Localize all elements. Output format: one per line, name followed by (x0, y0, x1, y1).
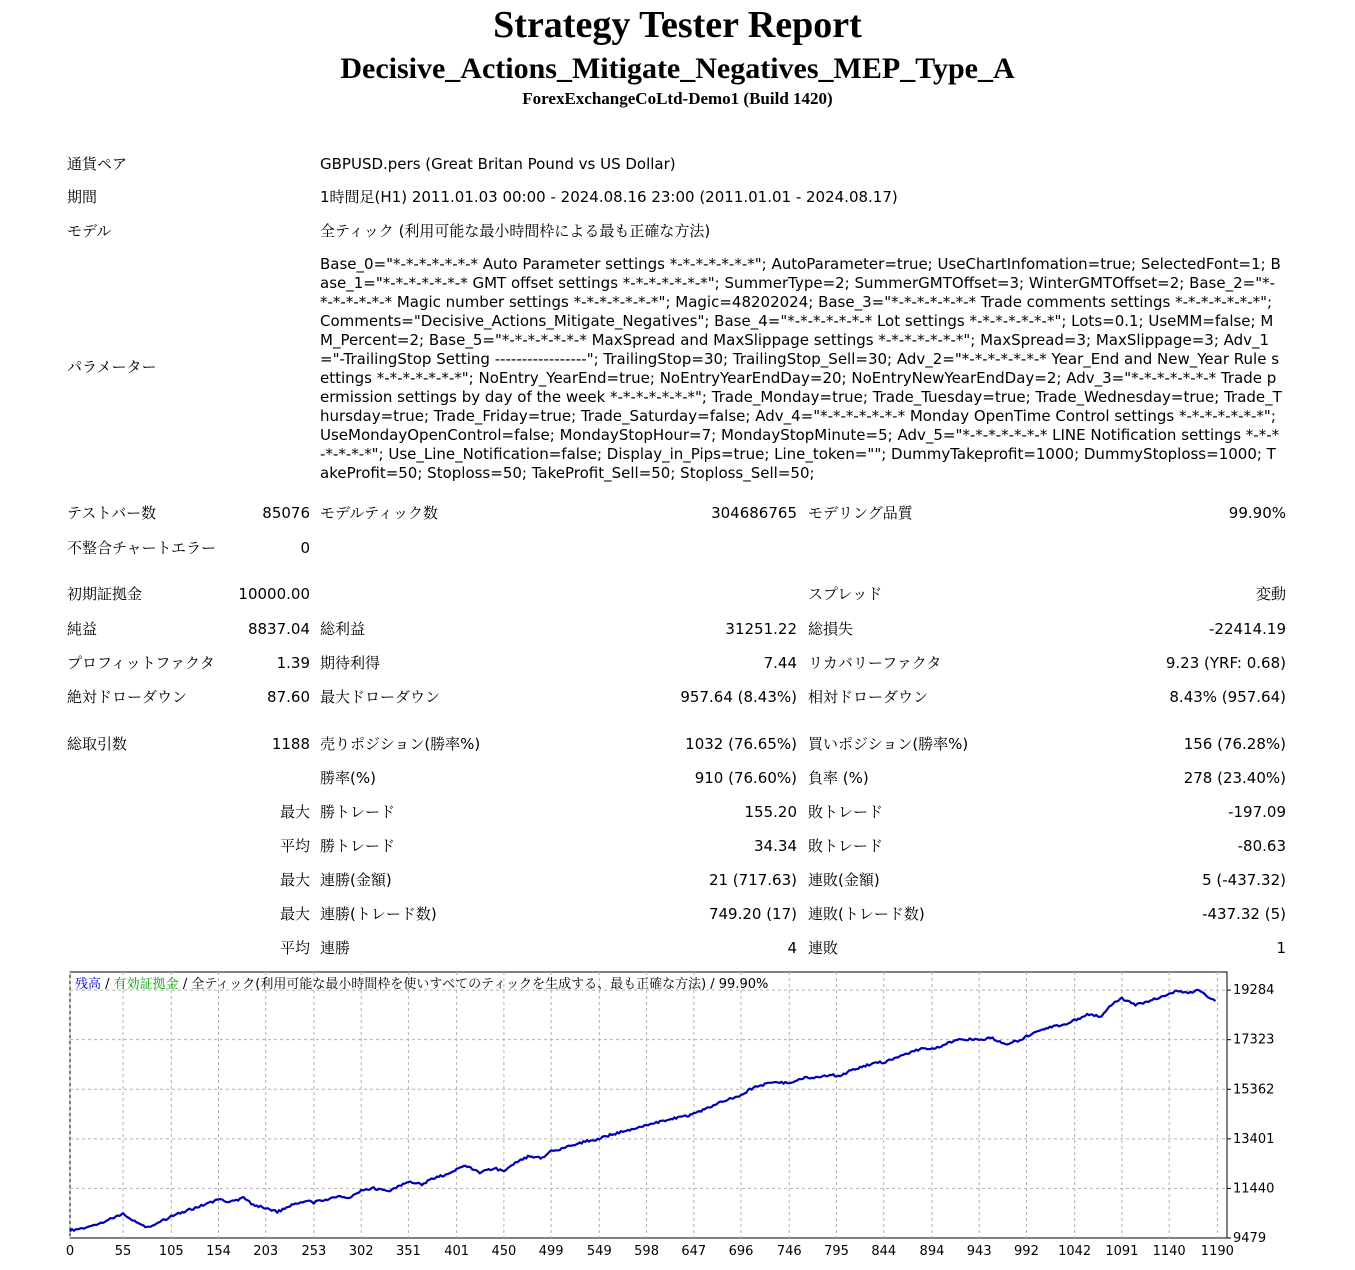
gross-profit-label: 総利益 (320, 620, 366, 638)
recovery-label: リカバリーファクタ (808, 654, 942, 672)
x-tick-label: 450 (491, 1244, 517, 1259)
x-tick-label: 253 (301, 1244, 327, 1259)
server-build: ForexExchangeCoLtd-Demo1 (Build 1420) (522, 89, 833, 108)
report-title: Strategy Tester Report (493, 4, 862, 46)
stats-row-cons-money (0, 871, 1355, 893)
x-tick-label: 499 (538, 1244, 564, 1259)
x-tick-label: 351 (396, 1244, 421, 1259)
y-tick-label: 11440 (1233, 1181, 1275, 1197)
largest-loss-label: 敗トレード (808, 803, 884, 821)
bars-label: テストバー数 (67, 504, 157, 522)
avg-cons-losses-value: 1 (1276, 939, 1286, 957)
x-tick-label: 549 (586, 1244, 612, 1259)
largest-prefix: 最大 (279, 803, 310, 821)
cons-money-prefix: 最大 (279, 871, 310, 889)
trades-value: 1188 (271, 735, 310, 753)
params-value: Base_0="*-*-*-*-*-*-* Auto Parameter settings *-*-*-*-*-*-*"; AutoParameter=true; UseChartInfomation=true; SelectedFont=1; Base_1="*-*-*-*-*-*-* GMT offset settings *-*-*-*-*-*-*"; SummerType=2; SummerGMTOffset=3; WinterGMTOffset=2; Base_2="*-*-*-*-*-*-* Magic number settings *-*-*-*-*-*-*"; Magic=48202024; Base_3="*-*-*-*-*-*-* Trade comments settings *-*-*-*-*-*-*"; Comments="Decisive_Actions_Mitigate_Negatives"; Base_4="*-*-*-*-*-*-* Lot settings *-*-*-*-*-*-*"; Lots=0.1; UseMM=false; MM_Percent=2; Base_5="*-*-*-*-*-*-* MaxSpread and MaxSlippage settings *-*-*-*-*-*-*"; MaxSpread=3; MaxSlippage=3; Adv_1="-TrailingStop Setting -----------------"; TrailingStop=30; TrailingStop_Sell=30; Adv_2="*-*-*-*-*-*-* Year_End and New_Year Rule settings *-*-*-*-*-*-*"; NoEntry_YearEnd=true; NoEntryYearEndDay=20; NoEntryNewYearEndDay=2; Adv_3="*-*-*-*-*-*-* Trade permission settings by day of the week *-*-*-*-*-*-*"; Trade_Monday=true; Trade_Tuesday=true; Trade_Wednesday=true; Trade_Thursday=true; Trade_Friday=true; Trade_Saturday=false; Adv_4="*-*-*-*-*-*-* Monday OpenTime Control settings *-*-*-*-*-*-*"; UseMondayOpenControl=false; MondayStopHour=7; MondayStopMinute=5; Adv_5="*-*-*-*-*-*-* LINE Notification settings *-*-*-*-*-*-*"; Use_Line_Notification=false; Display_in_Pips=true; Line_token=""; DummyTakeprofit=1000; DummyStoploss=1000; TakeProfit=50; Stoploss=50; TakeProfit_Sell=50; Stoploss_Sell=50; (320, 255, 1282, 482)
stats-row-winrate (0, 769, 1355, 791)
errors-value: 0 (300, 539, 310, 557)
cons-wins-money-label: 連勝(金額) (320, 871, 392, 889)
stats-row-dd (0, 688, 1355, 710)
gross-profit-value: 31251.22 (725, 620, 797, 638)
symbol-value: GBPUSD.pers (Great Britan Pound vs US Dollar) (320, 155, 676, 173)
average-prefix: 平均 (279, 837, 310, 855)
lossrate-value: 278 (23.40%) (1183, 769, 1286, 787)
y-tick-label: 13401 (1233, 1131, 1275, 1147)
long-label: 買いポジション(勝率%) (808, 735, 969, 753)
net-label: 純益 (67, 620, 98, 638)
period-label: 期間 (67, 188, 98, 206)
x-tick-label: 992 (1014, 1244, 1039, 1259)
winrate-value: 910 (76.60%) (694, 769, 797, 787)
x-tick-label: 1091 (1105, 1244, 1139, 1259)
y-tick-label: 17323 (1233, 1032, 1275, 1048)
x-tick-label: 203 (253, 1244, 279, 1259)
legend-part-3: / 全ティック(利用可能な最小時間枠を使いすべてのティックを生成する、最も正確な方法) / 99.90% (178, 977, 769, 992)
x-tick-label: 1042 (1058, 1244, 1092, 1259)
cons-wins-money-value: 21 (717.63) (708, 871, 797, 889)
spread-value: 変動 (1255, 585, 1286, 603)
ea-name: Decisive_Actions_Mitigate_Negatives_MEP_Type_A (340, 52, 1015, 85)
model-value: 全ティック (利用可能な最小時間枠による最も正確な方法) (320, 222, 711, 240)
average-win-value: 34.34 (754, 837, 797, 855)
largest-win-label: 勝トレード (320, 803, 396, 821)
x-tick-label: 0 (65, 1244, 75, 1259)
pf-label: プロフィットファクタ (67, 654, 215, 672)
stats-row-average (0, 837, 1355, 859)
bars-value: 85076 (262, 504, 310, 522)
stats-row-deposit (0, 585, 1355, 607)
payoff-label: 期待利得 (320, 654, 381, 672)
ticks-value: 304686765 (711, 504, 797, 522)
cons-losses-money-label: 連敗(金額) (808, 871, 880, 889)
abs-dd-label: 絶対ドローダウン (67, 688, 188, 706)
cons-losses-count-label: 連敗(トレード数) (808, 905, 925, 923)
cons-count-prefix: 最大 (279, 905, 310, 923)
stats-row-net (0, 620, 1355, 642)
avg-cons-wins-value: 4 (787, 939, 797, 957)
x-tick-label: 746 (776, 1244, 802, 1259)
x-tick-label: 105 (158, 1244, 184, 1259)
avg-cons-losses-label: 連敗 (808, 939, 839, 957)
short-value: 1032 (76.65%) (685, 735, 797, 753)
quality-label: モデリング品質 (808, 504, 913, 522)
stats-row-cons-count (0, 905, 1355, 927)
largest-win-value: 155.20 (744, 803, 797, 821)
x-tick-label: 302 (348, 1244, 374, 1259)
chart-legend (75, 977, 768, 993)
legend-part-0: 残高 (75, 977, 102, 992)
recovery-value: 9.23 (YRF: 0.68) (1165, 654, 1286, 672)
y-tick-label: 9479 (1233, 1231, 1267, 1246)
max-dd-value: 957.64 (8.43%) (680, 688, 797, 706)
x-tick-label: 598 (634, 1244, 659, 1259)
y-tick-label: 15362 (1233, 1082, 1275, 1098)
stats-row-largest (0, 803, 1355, 825)
avg-cons-prefix: 平均 (279, 939, 310, 957)
x-tick-label: 1140 (1152, 1244, 1186, 1259)
period-value: 1時間足(H1) 2011.01.03 00:00 - 2024.08.16 23:00 (2011.01.01 - 2024.08.17) (320, 188, 898, 206)
x-tick-label: 1190 (1200, 1244, 1234, 1259)
cons-wins-count-value: 749.20 (17) (708, 905, 797, 923)
average-win-label: 勝トレード (320, 837, 396, 855)
stats-row-trades (0, 735, 1355, 757)
short-label: 売りポジション(勝率%) (320, 735, 481, 753)
errors-label: 不整合チャートエラー (67, 539, 216, 557)
x-tick-label: 696 (728, 1244, 754, 1259)
long-value: 156 (76.28%) (1183, 735, 1286, 753)
rel-dd-value: 8.43% (957.64) (1169, 688, 1286, 706)
legend-part-2: 有効証拠金 (113, 977, 179, 992)
payoff-value: 7.44 (763, 654, 797, 672)
x-tick-label: 894 (919, 1244, 945, 1259)
average-loss-label: 敗トレード (808, 837, 884, 855)
deposit-value: 10000.00 (238, 585, 310, 603)
y-tick-label: 19284 (1233, 983, 1275, 999)
balance-chart (0, 960, 1355, 1265)
stats-row-pf (0, 654, 1355, 676)
deposit-label: 初期証拠金 (67, 585, 143, 603)
symbol-label: 通貨ペア (67, 155, 128, 173)
winrate-label: 勝率(%) (320, 769, 376, 787)
x-tick-label: 795 (824, 1244, 849, 1259)
cons-losses-money-value: 5 (-437.32) (1202, 871, 1286, 889)
x-tick-label: 154 (206, 1244, 231, 1259)
stats-row-errors (0, 539, 1355, 561)
cons-wins-count-label: 連勝(トレード数) (320, 905, 437, 923)
x-tick-label: 943 (966, 1244, 992, 1259)
pf-value: 1.39 (276, 654, 310, 672)
spread-label: スプレッド (808, 585, 883, 603)
x-tick-label: 401 (444, 1244, 470, 1259)
net-value: 8837.04 (247, 620, 310, 638)
ticks-label: モデルティック数 (320, 504, 439, 522)
largest-loss-value: -197.09 (1228, 803, 1286, 821)
x-tick-label: 55 (114, 1244, 132, 1259)
abs-dd-value: 87.60 (267, 688, 310, 706)
stats-row-avg-cons (0, 939, 1355, 961)
x-tick-label: 844 (871, 1244, 897, 1259)
cons-losses-count-value: -437.32 (5) (1202, 905, 1286, 923)
quality-value: 99.90% (1228, 504, 1286, 522)
gross-loss-value: -22414.19 (1209, 620, 1286, 638)
max-dd-label: 最大ドローダウン (320, 688, 441, 706)
average-loss-value: -80.63 (1237, 837, 1286, 855)
model-label: モデル (67, 222, 112, 240)
stats-row-bars (0, 504, 1355, 526)
trades-label: 総取引数 (67, 735, 128, 753)
params-label: パラメーター (67, 358, 157, 376)
avg-cons-wins-label: 連勝 (320, 939, 351, 957)
gross-loss-label: 総損失 (808, 620, 854, 638)
rel-dd-label: 相対ドローダウン (808, 688, 929, 706)
legend-part-1: / (101, 977, 114, 992)
lossrate-label: 負率 (%) (808, 769, 869, 787)
x-tick-label: 647 (681, 1244, 707, 1259)
